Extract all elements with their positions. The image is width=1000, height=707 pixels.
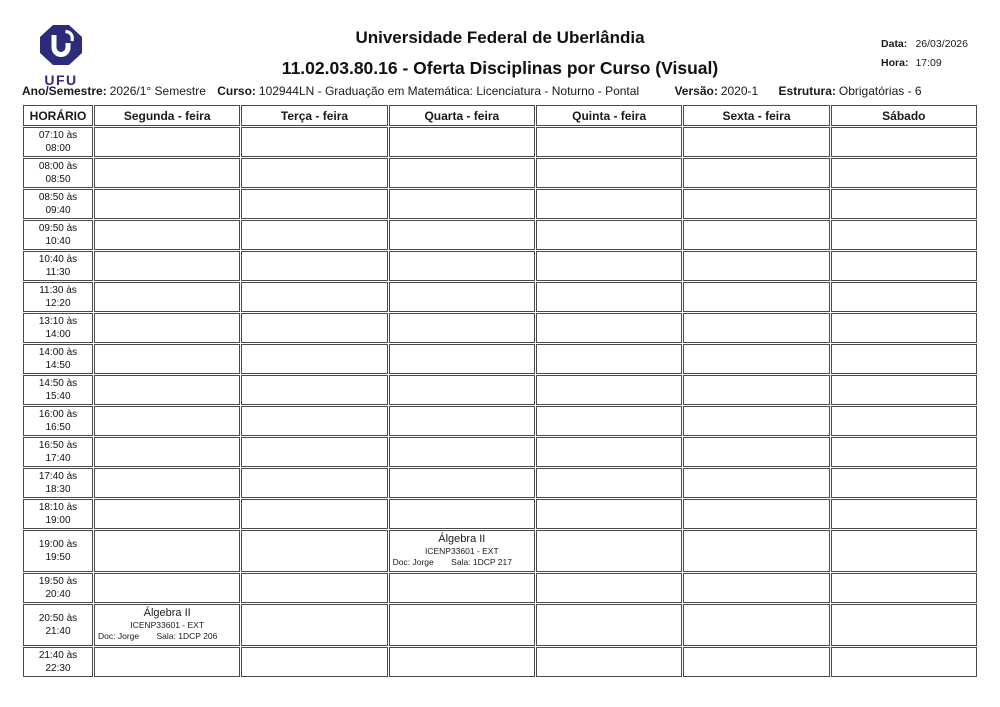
time-slot: 20:50 às 21:40 (23, 604, 93, 646)
empty-cell (683, 282, 829, 312)
schedule-row (23, 530, 977, 572)
ufu-logo (36, 24, 86, 88)
empty-cell (536, 604, 682, 646)
schedule-row (23, 437, 977, 467)
schedule-row (23, 573, 977, 603)
empty-cell (389, 604, 535, 646)
column-header-quinta: Quinta - feira (536, 105, 682, 126)
course-teacher: Doc: Jorge (98, 631, 140, 641)
empty-cell (831, 468, 977, 498)
course-room: Sala: 1DCP 206 (156, 631, 218, 641)
info-ano-semestre-label: Ano/Semestre: (22, 84, 107, 98)
empty-cell (536, 647, 682, 677)
course-code: ICENP33601 - EXT (424, 546, 499, 556)
info-curso-label: Curso: (217, 84, 256, 98)
empty-cell (94, 468, 240, 498)
empty-cell (241, 220, 387, 250)
empty-cell (683, 647, 829, 677)
empty-cell (389, 344, 535, 374)
empty-cell (683, 468, 829, 498)
column-header-quarta: Quarta - feira (389, 105, 535, 126)
empty-cell (831, 573, 977, 603)
course-code: ICENP33601 - EXT (130, 620, 205, 630)
empty-cell (241, 406, 387, 436)
schedule-row (23, 468, 977, 498)
empty-cell (241, 282, 387, 312)
empty-cell (241, 573, 387, 603)
time-label: Hora: (881, 57, 909, 69)
empty-cell (94, 220, 240, 250)
class-cell[interactable] (94, 604, 240, 646)
info-curso-value: 102944LN - Graduação em Matemática: Licenciatura - Noturno - Pontal (258, 84, 640, 98)
empty-cell (241, 499, 387, 529)
empty-cell (831, 127, 977, 157)
empty-cell (241, 647, 387, 677)
time-slot: 08:50 às 09:40 (23, 189, 93, 219)
empty-cell (389, 189, 535, 219)
schedule-row (23, 158, 977, 188)
empty-cell (831, 344, 977, 374)
empty-cell (94, 406, 240, 436)
empty-cell (536, 220, 682, 250)
empty-cell (536, 313, 682, 343)
empty-cell (683, 573, 829, 603)
empty-cell (831, 189, 977, 219)
empty-cell (94, 127, 240, 157)
empty-cell (683, 344, 829, 374)
course-name: Álgebra II (438, 533, 486, 545)
info-estrutura-value: Obrigatórias - 6 (838, 84, 922, 98)
empty-cell (94, 282, 240, 312)
column-header-horario: HORÁRIO (23, 105, 93, 126)
empty-cell (683, 127, 829, 157)
empty-cell (241, 344, 387, 374)
empty-cell (683, 158, 829, 188)
schedule-row (23, 282, 977, 312)
report-titles (120, 28, 880, 79)
empty-cell (831, 251, 977, 281)
date-value: 26/03/2026 (915, 38, 968, 50)
empty-cell (94, 647, 240, 677)
empty-cell (389, 127, 535, 157)
date-label: Data: (881, 38, 908, 50)
empty-cell (683, 220, 829, 250)
empty-cell (831, 375, 977, 405)
empty-cell (683, 604, 829, 646)
empty-cell (241, 251, 387, 281)
time-slot: 17:40 às 18:30 (23, 468, 93, 498)
empty-cell (94, 189, 240, 219)
empty-cell (536, 437, 682, 467)
time-slot: 10:40 às 11:30 (23, 251, 93, 281)
empty-cell (831, 406, 977, 436)
empty-cell (831, 647, 977, 677)
time-slot: 14:50 às 15:40 (23, 375, 93, 405)
schedule-row (23, 604, 977, 646)
schedule-row (23, 499, 977, 529)
time-slot: 16:50 às 17:40 (23, 437, 93, 467)
empty-cell (683, 189, 829, 219)
empty-cell (536, 344, 682, 374)
empty-cell (94, 158, 240, 188)
info-ano-semestre-value: 2026/1° Semestre (109, 84, 206, 98)
empty-cell (94, 530, 240, 572)
empty-cell (389, 499, 535, 529)
schedule-row (23, 313, 977, 343)
class-cell[interactable] (389, 530, 535, 572)
time-slot: 13:10 às 14:00 (23, 313, 93, 343)
time-slot: 07:10 às 08:00 (23, 127, 93, 157)
empty-cell (241, 127, 387, 157)
empty-cell (831, 437, 977, 467)
empty-cell (389, 158, 535, 188)
time-slot: 18:10 às 19:00 (23, 499, 93, 529)
empty-cell (389, 573, 535, 603)
column-header-terca: Terça - feira (241, 105, 387, 126)
empty-cell (536, 406, 682, 436)
empty-cell (683, 406, 829, 436)
empty-cell (536, 499, 682, 529)
empty-cell (389, 313, 535, 343)
empty-cell (683, 375, 829, 405)
schedule-row (23, 406, 977, 436)
empty-cell (536, 158, 682, 188)
empty-cell (389, 282, 535, 312)
empty-cell (831, 499, 977, 529)
empty-cell (536, 189, 682, 219)
empty-cell (94, 437, 240, 467)
report-datetime (881, 38, 968, 69)
time-slot: 19:50 às 20:40 (23, 573, 93, 603)
report-subtitle: 11.02.03.80.16 - Oferta Disciplinas por Curso (Visual) (281, 58, 719, 78)
time-slot: 16:00 às 16:50 (23, 406, 93, 436)
empty-cell (831, 282, 977, 312)
info-versao-label: Versão: (674, 84, 718, 98)
time-slot: 09:50 às 10:40 (23, 220, 93, 250)
info-ano-semestre (22, 84, 209, 98)
column-header-segunda: Segunda - feira (94, 105, 240, 126)
empty-cell (94, 251, 240, 281)
info-versao (674, 84, 761, 98)
info-estrutura (779, 84, 922, 98)
ufu-logo-icon (38, 24, 84, 66)
schedule-row (23, 251, 977, 281)
empty-cell (241, 530, 387, 572)
empty-cell (536, 251, 682, 281)
empty-cell (683, 499, 829, 529)
empty-cell (389, 647, 535, 677)
course-meta (390, 556, 534, 567)
empty-cell (831, 530, 977, 572)
empty-cell (94, 375, 240, 405)
empty-cell (241, 189, 387, 219)
ufu-logo-text: UFU (44, 72, 78, 88)
empty-cell (241, 158, 387, 188)
page-title: Universidade Federal de Uberlândia (355, 28, 645, 47)
empty-cell (831, 158, 977, 188)
time-value: 17:09 (915, 57, 942, 69)
schedule-table (22, 104, 978, 678)
empty-cell (94, 344, 240, 374)
time-slot: 08:00 às 08:50 (23, 158, 93, 188)
empty-cell (831, 604, 977, 646)
empty-cell (241, 468, 387, 498)
schedule-header-row (23, 105, 977, 126)
empty-cell (536, 530, 682, 572)
course-name: Álgebra II (143, 607, 191, 619)
empty-cell (241, 313, 387, 343)
time-slot: 21:40 às 22:30 (23, 647, 93, 677)
empty-cell (94, 499, 240, 529)
empty-cell (683, 313, 829, 343)
empty-cell (683, 251, 829, 281)
schedule-row (23, 127, 977, 157)
empty-cell (831, 220, 977, 250)
info-versao-value: 2020-1 (720, 84, 759, 98)
empty-cell (241, 375, 387, 405)
info-bar (22, 84, 978, 98)
empty-cell (241, 437, 387, 467)
empty-cell (389, 437, 535, 467)
info-curso (217, 84, 642, 98)
schedule-row (23, 189, 977, 219)
empty-cell (536, 127, 682, 157)
empty-cell (683, 437, 829, 467)
column-header-sexta: Sexta - feira (683, 105, 829, 126)
empty-cell (241, 604, 387, 646)
empty-cell (536, 282, 682, 312)
schedule-row (23, 344, 977, 374)
schedule-row (23, 375, 977, 405)
empty-cell (389, 406, 535, 436)
column-header-sabado: Sábado (831, 105, 977, 126)
schedule-body (23, 127, 977, 677)
course-teacher: Doc: Jorge (392, 557, 434, 567)
schedule-row (23, 647, 977, 677)
schedule-row (23, 220, 977, 250)
empty-cell (389, 375, 535, 405)
time-slot: 19:00 às 19:50 (23, 530, 93, 572)
empty-cell (536, 375, 682, 405)
course-meta (95, 630, 239, 641)
empty-cell (536, 468, 682, 498)
empty-cell (94, 573, 240, 603)
empty-cell (389, 220, 535, 250)
empty-cell (389, 468, 535, 498)
info-estrutura-label: Estrutura: (778, 84, 836, 98)
time-slot: 14:00 às 14:50 (23, 344, 93, 374)
time-slot: 11:30 às 12:20 (23, 282, 93, 312)
empty-cell (94, 313, 240, 343)
empty-cell (683, 530, 829, 572)
empty-cell (831, 313, 977, 343)
empty-cell (389, 251, 535, 281)
course-room: Sala: 1DCP 217 (451, 557, 512, 567)
empty-cell (536, 573, 682, 603)
